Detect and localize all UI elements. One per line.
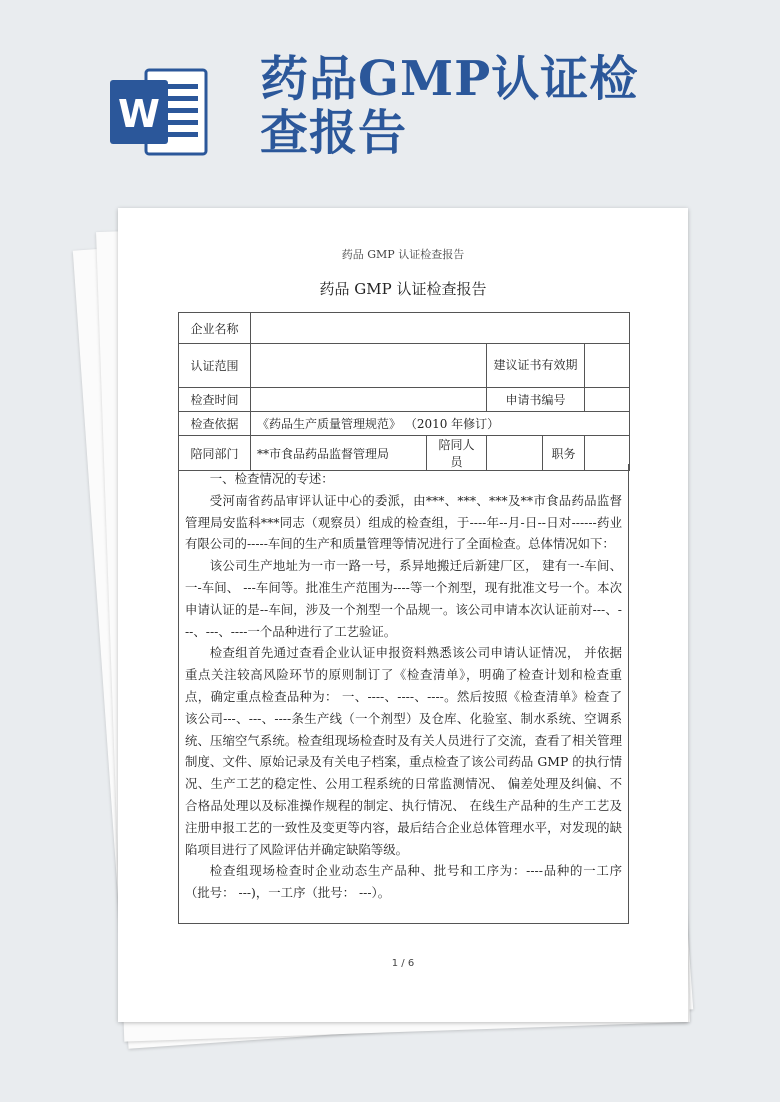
word-logo-letter: W [118, 92, 160, 136]
table-row [179, 412, 630, 436]
position-label: 职务 [543, 436, 585, 471]
word-document-icon [108, 66, 208, 158]
section-heading: 一、检查情况的专述： [209, 471, 334, 486]
basis-label: 检查依据 [179, 412, 251, 436]
running-header: 药品 GMP 认证检查报告 [341, 248, 465, 261]
table-row [179, 313, 630, 344]
company-label: 企业名称 [179, 313, 251, 344]
banner [0, 0, 780, 205]
application-number-label: 申请书编号 [487, 388, 585, 412]
page-number: 1 / 6 [391, 958, 415, 969]
accompanying-staff-label: 陪同人员 [427, 436, 487, 471]
document-title: 药品 GMP 认证检查报告 [319, 280, 487, 298]
table-row [179, 344, 630, 388]
suggested-validity-label: 建议证书有效期 [487, 344, 585, 388]
body-paragraph: 检查组首先通过查看企业认证申报资料熟悉该公司申请认证情况， 并依据重点关注较高风险环节的原则制订了《检查清单》，明确了检查计划和检查重点，确定重点检查品种为： 一、----、----、----。然后按照《检查清单》检查了该公司---、---、----条生产线（一个剂型）及仓库、化验室、制水系统、空调系统、压缩空气系统。检查组现场检查时及有关人员进行了交流，查看了相关管理制度、文件、原始记录及有关电子档案，重点检查了该公司药品 GMP 的执行情况、生产工艺的稳定性、公用工程系统的日常监测情况、 偏差处理及纠偏、不合格品处理以及标准操作规程的制定、执行情况、 在线生产品种的生产工艺及注册申报工艺的一致性及变更等内容，最后结合企业总体管理水平，对发现的缺陷项目进行了风险评估并确定缺陷等级。 [185, 645, 622, 857]
inspection-time-value [251, 388, 487, 412]
scope-label: 认证范围 [179, 344, 251, 388]
scope-value [251, 344, 487, 388]
suggested-validity-value [585, 344, 630, 388]
body-paragraph: 检查组现场检查时企业动态生产品种、批号和工序为：----品种的一工序（批号： ---)，一工序（批号： ---）。 [185, 863, 622, 901]
company-value [251, 313, 630, 344]
inspection-narrative [178, 464, 629, 924]
document-page [118, 208, 688, 1022]
table-row [179, 388, 630, 412]
accompanying-dept-label: 陪同部门 [179, 436, 251, 471]
inspection-info-table [178, 312, 630, 471]
body-paragraph: 该公司生产地址为一市一路一号，系异地搬迁后新建厂区， 建有一-车间、一-车间、 ---车间等。批准生产范围为----等一个剂型，现有批准文号一个。本次申请认证的是--车间，涉及一个剂型一个品规一。该公司申请本次认证前对---、---、---、----一个品种进行了工艺验证。 [185, 558, 622, 639]
accompanying-dept-value: **市食品药品监督管理局 [251, 436, 427, 471]
basis-value: 《药品生产质量管理规范》 （2010 年修订） [251, 412, 630, 436]
inspection-time-label: 检查时间 [179, 388, 251, 412]
banner-title: 药品GMP认证检查报告 [260, 51, 639, 161]
application-number-value [585, 388, 630, 412]
body-paragraph: 受河南省药品审评认证中心的委派，由***、***、***及**市食品药品监督管理局安监科***同志（观察员）组成的检查组，于----年--月-日--日对------药业有限公司的-----车间的生产和质量管理等情况进行了全面检查。总体情况如下： [185, 492, 622, 552]
